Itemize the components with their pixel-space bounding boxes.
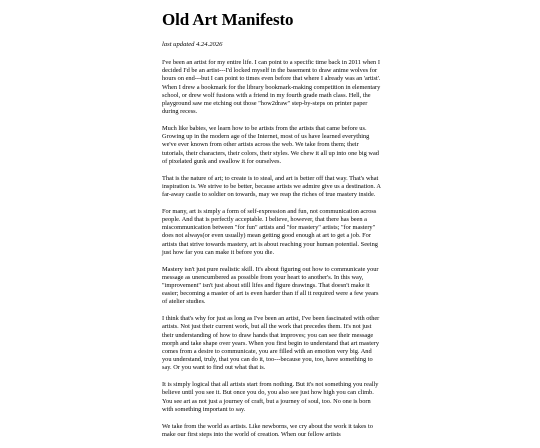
paragraph: For many, art is simply a form of self-expression and fun, not communication across people. And that is perfectly acceptable. I believe, however, that there has been a miscommunication between "for fun" artists and "for mastery" artists; "for mastery" does not always(or even usually) mean getting good enough at art to get a job. For artists that strive towards mastery, art is about reaching your human potential. Seeing just how far you can make it before you die. xyxy=(162,207,378,256)
last-updated: last updated 4.24.2026 xyxy=(162,41,223,48)
paragraph: Much like babies, we learn how to be artists from the artists that came before us. Growing up in the modern age of the Internet, most of us have learned everything we've ever known from other artists across the web. We take from them; their tutorials, their characters, their colors, their styles. We chew it all up into one big wad of pixelated gunk and swallow it for ourselves. xyxy=(162,125,379,165)
article xyxy=(162,10,382,448)
paragraph: Mastery isn't just pure realistic skill. It's about figuring out how to communicate your message as unencumbered as possible from your heart to another's. In this way, "improvement" isn't just about still lifes and figure drawings. That doesn't make it easier; becoming a master of art is even harder than if all it required were a few years of atelier studies. xyxy=(162,265,379,306)
paragraph: It is simply logical that all artists start from nothing. But it's not something you really believe until you see it. But once you do, you also see just how high you can climb. You see art as not just a journey of craft, but a journey of soul, too. No one is born with something important to say. xyxy=(162,381,379,413)
paragraph: We take from the world as artists. Like newborns, we cry about the work it takes to make our first steps into the world of creation. When our fellow artists xyxy=(162,422,373,438)
paragraph: I've been an artist for my entire life. I can point to a specific time back in 2011 when I decided I'd be an artist---I'd locked myself in the basement to draw anime wolves for hours on end---but I can point to times even before that where I already was an 'artist'. When I drew a bookmark for the library bookmark-making competition in elementary school, or drew wolf fusions with a friend in my fourth grade math class. Hell, the playground saw me etching out those "how2draw" step-by-steps on printer paper during recess. xyxy=(162,59,381,116)
paragraph: I think that's why for just as long as I've been an artist, I've been fascinated with other artists. Not just their current work, but all the work that precedes them. It's not just their understanding of how to draw hands that improves; you can see their message morph and take shape over years. When you first begin to understand that art mastery comes from a desire to communicate, you are filled with an emotion very big. And you understand, truly, that you can do it, too---because you, too, have something to say. Or you want to find out what that is. xyxy=(162,315,380,372)
paragraph: That is the nature of art; to create is to steal, and art is better off that way. That's what inspiration is. We strive to be better, because artists we admire give us a destination. A far-away castle to soldier on towards, may we reap the riches of true mastery inside. xyxy=(162,174,381,199)
page-title: Old Art Manifesto xyxy=(162,10,294,29)
